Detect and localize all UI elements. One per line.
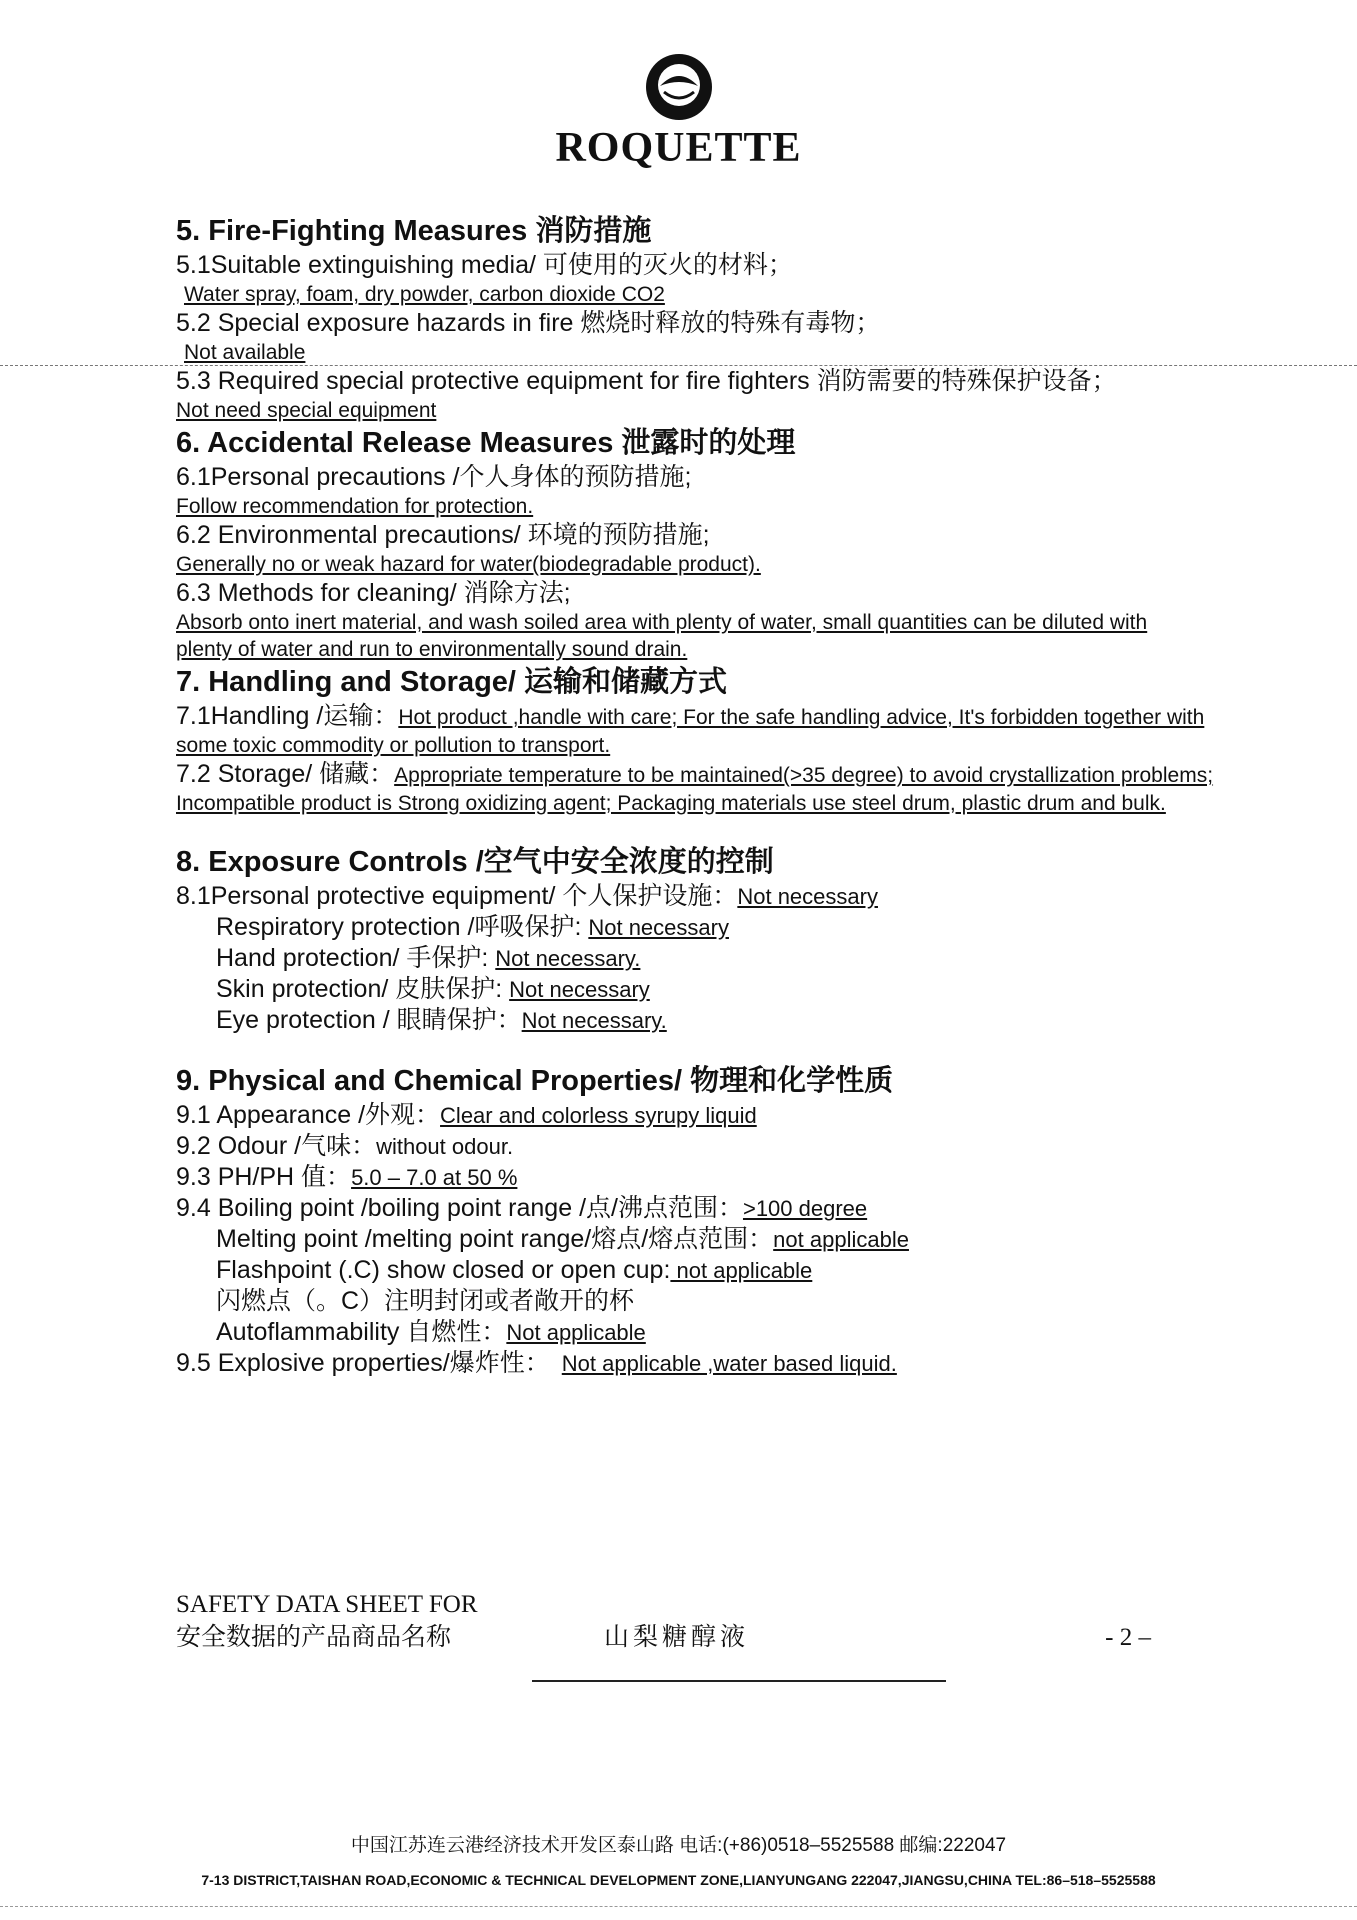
- s9-row1: 9.1 Appearance /外观：Clear and colorless syrupy liquid: [176, 1101, 757, 1129]
- s9-row8: 9.5 Explosive properties/爆炸性： Not applicable ,water based liquid.: [176, 1349, 897, 1377]
- roquette-emblem-icon: [644, 52, 714, 122]
- sheet-label-cn: 安全数据的产品商品名称: [176, 1624, 452, 1651]
- bottom-dashed-line: [0, 1906, 1357, 1907]
- signature-line: [532, 1680, 946, 1682]
- company-logo: [0, 52, 1357, 172]
- page-number: - 2 –: [1105, 1624, 1151, 1651]
- s9-a3: 5.0 – 7.0 at 50 %: [351, 1165, 518, 1190]
- s6-a2: Generally no or weak hazard for water(biodegradable product).: [176, 553, 761, 576]
- s8-row2: Respiratory protection /呼吸保护: Not necessary: [216, 913, 729, 941]
- s9-row3: 9.3 PH/PH 值：5.0 – 7.0 at 50 %: [176, 1163, 518, 1191]
- section-9-title: 9. Physical and Chemical Properties/ 物理和化学性质: [176, 1065, 894, 1097]
- product-name: 山梨糖醇液: [604, 1624, 750, 1651]
- s8-a2: Not necessary: [588, 915, 729, 940]
- s6-q2: 6.2 Environmental precautions/ 环境的预防措施;: [176, 521, 710, 549]
- sheet-footer: [176, 1588, 1236, 1654]
- s5-a2: Not available: [184, 341, 306, 364]
- s5-q3: 5.3 Required special protective equipment for fire fighters 消防需要的特殊保护设备；: [176, 367, 1117, 395]
- s6-a3: Absorb onto inert material, and wash soiled area with plenty of water, small quantities can be diluted with plenty of water and run to environmentally sound drain.: [176, 611, 1148, 661]
- s6-a1: Follow recommendation for protection.: [176, 495, 534, 518]
- s7-q1: 7.1Handling /运输：: [176, 702, 399, 730]
- section-7-title: 7. Handling and Storage/ 运输和储藏方式: [176, 666, 728, 698]
- s5-q2: 5.2 Special exposure hazards in fire 燃烧时释放的特殊有毒物；: [176, 309, 881, 337]
- s9-a8: Not applicable ,water based liquid.: [561, 1351, 897, 1376]
- s7-q2: 7.2 Storage/ 储藏：: [176, 760, 395, 788]
- s6-q1: 6.1Personal precautions /个人身体的预防措施;: [176, 463, 692, 491]
- s8-row5: Eye protection / 眼睛保护：Not necessary.: [216, 1006, 667, 1034]
- s9-row5: Melting point /melting point range/熔点/熔点范围：not applicable: [216, 1225, 909, 1253]
- s8-a1: Not necessary: [737, 884, 878, 909]
- document-body: [176, 212, 1236, 1379]
- s9-row6b: 闪燃点（。C）注明封闭或者敞开的杯: [216, 1287, 635, 1315]
- s9-row7: Autoflammability 自燃性：Not applicable: [216, 1318, 646, 1346]
- s7-a1: Hot product ,handle with care; For the safe handling advice, It's forbidden together with some toxic commodity or pollution to transport.: [176, 706, 1205, 757]
- s5-q1: 5.1Suitable extinguishing media/ 可使用的灭火的材料；: [176, 251, 793, 279]
- s8-row4: Skin protection/ 皮肤保护: Not necessary: [216, 975, 650, 1003]
- s9-a4: >100 degree: [742, 1196, 868, 1221]
- s5-a1: Water spray, foam, dry powder, carbon dioxide CO2: [184, 283, 665, 306]
- brand-name: ROQUETTE: [555, 125, 802, 171]
- s8-a4: Not necessary: [509, 977, 650, 1002]
- s8-row1: 8.1Personal protective equipment/ 个人保护设施：Not necessary: [176, 882, 878, 910]
- section-5-title: 5. Fire-Fighting Measures 消防措施: [176, 215, 652, 247]
- s9-a1: Clear and colorless syrupy liquid: [440, 1103, 757, 1128]
- s8-a3: Not necessary.: [495, 946, 641, 971]
- sheet-label-en: SAFETY DATA SHEET FOR: [176, 1591, 478, 1618]
- s8-a5: Not necessary.: [521, 1008, 667, 1033]
- section-6-title: 6. Accidental Release Measures 泄露时的处理: [176, 427, 796, 459]
- s7-a2: Appropriate temperature to be maintained(>35 degree) to avoid crystallization problems; Incompatible product is Strong oxidizing agent; Packaging materials use steel drum, plastic drum and bulk.: [176, 764, 1214, 815]
- address-chinese: 中国江苏连云港经济技术开发区泰山路 电话:(+86)0518–5525588 邮编:222047: [350, 1835, 1007, 1856]
- section-8-title: 8. Exposure Controls /空气中安全浓度的控制: [176, 846, 774, 878]
- s9-a2: without odour.: [376, 1134, 514, 1159]
- s5-a3: Not need special equipment: [176, 399, 437, 422]
- s8-row3: Hand protection/ 手保护: Not necessary.: [216, 944, 641, 972]
- s6-q3: 6.3 Methods for cleaning/ 消除方法;: [176, 579, 571, 607]
- s9-a5: not applicable: [773, 1227, 909, 1252]
- s9-row2: 9.2 Odour /气味：without odour.: [176, 1132, 514, 1160]
- s9-row6: Flashpoint (.C) show closed or open cup: not applicable: [216, 1256, 813, 1284]
- s9-a7: Not applicable: [506, 1320, 646, 1345]
- s9-a6: not applicable: [670, 1258, 813, 1283]
- s9-row4: 9.4 Boiling point /boiling point range /点/沸点范围：>100 degree: [176, 1194, 868, 1222]
- address-english: 7-13 DISTRICT,TAISHAN ROAD,ECONOMIC & TECHNICAL DEVELOPMENT ZONE,LIANYUNGANG 222047,JIANGSU,CHINA TEL:86–518–5525588: [201, 1872, 1156, 1888]
